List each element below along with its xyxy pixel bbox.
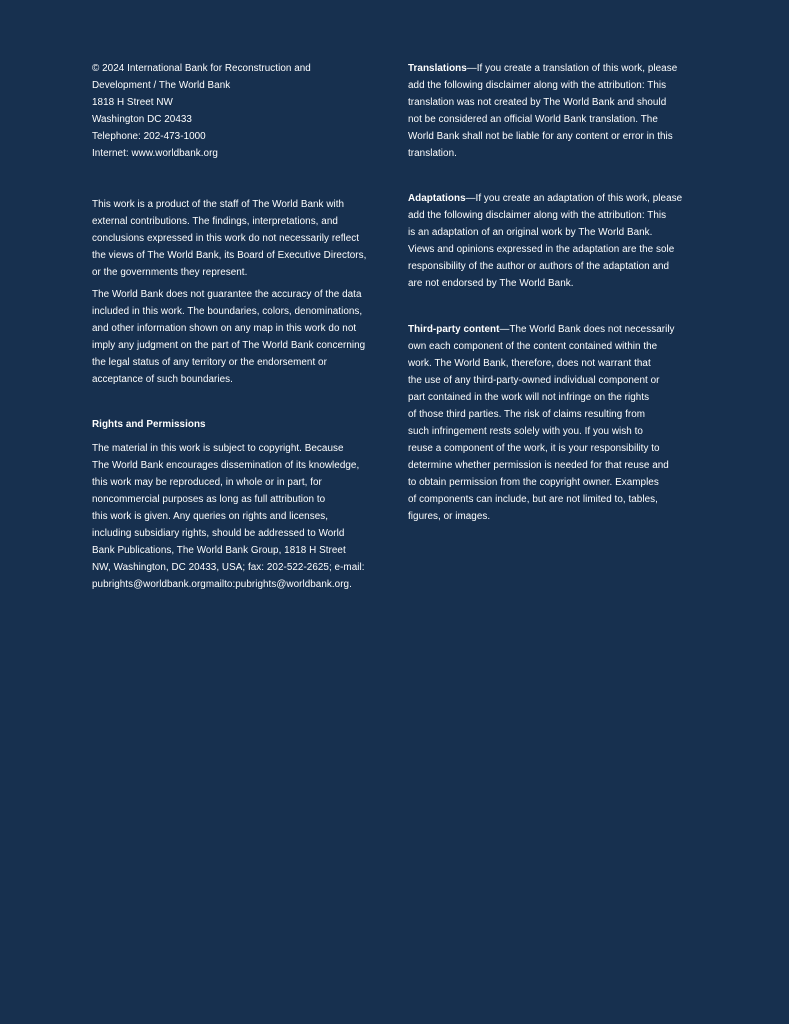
text-line: noncommercial purposes as long as full attribution to [92,494,326,505]
text-line: The World Bank does not guarantee the accuracy of the data [92,289,362,300]
rights-heading: Rights and Permissions [92,419,206,430]
text-line: World Bank shall not be liable for any content or error in this [408,131,673,142]
translations-heading: Translations [408,63,467,74]
text-fragment: —If you create a translation of this work, please [466,63,678,74]
text-line: add the following disclaimer along with the attribution: This [408,80,667,91]
text-line [408,190,703,207]
text-line: translation was not created by The World Bank and should [408,97,667,108]
text-line: external contributions. The findings, interpretations, and [92,216,338,227]
text-line: including subsidiary rights, should be addressed to World [92,528,345,539]
text-line: reuse a component of the work, it is your responsibility to [408,443,660,454]
text-line: acceptance of such boundaries. [92,374,233,385]
text-line: this work is given. Any queries on rights and licenses, [92,511,329,522]
copyright-line: Development / The World Bank [92,80,231,91]
text-line: figures, or images. [408,511,491,522]
text-line: determine whether permission is needed for that reuse and [408,460,669,471]
text-line: imply any judgment on the part of The World Bank concerning [92,340,366,351]
text-line [408,60,703,77]
text-line: or the governments they represent. [92,267,248,278]
text-line: own each component of the content contained within the [408,341,658,352]
text-line: conclusions expressed in this work do not necessarily reflect [92,233,360,244]
third-party-heading: Third-party content [408,324,500,335]
translations-section [408,60,703,162]
rights-paragraph [92,440,387,593]
text-line: to obtain permission from the copyright owner. Examples [408,477,659,488]
text-line: translation. [408,148,457,159]
address-line: 1818 H Street NW [92,97,173,108]
text-line: responsibility of the author or authors of the adaptation and [408,261,670,272]
text-line: are not endorsed by The World Bank. [408,278,574,289]
disclaimer-paragraph-2 [92,286,387,388]
internet-line: Internet: www.worldbank.org [92,148,218,159]
copyright-block [92,60,387,162]
email-line: pubrights@worldbank.orgmailto:pubrights@worldbank.org. [92,579,352,590]
text-line: Bank Publications, The World Bank Group, 1818 H Street [92,545,346,556]
text-line: not be considered an official World Bank translation. The [408,114,658,125]
text-fragment: —If you create an adaptation of this work, please [465,193,683,204]
text-line: Views and opinions expressed in the adaptation are the sole [408,244,675,255]
text-line: add the following disclaimer along with the attribution: This [408,210,667,221]
text-line: The material in this work is subject to copyright. Because [92,443,344,454]
text-line: This work is a product of the staff of The World Bank with [92,199,345,210]
text-line: the legal status of any territory or the endorsement or [92,357,327,368]
copyright-line: © 2024 International Bank for Reconstruction and [92,63,311,74]
telephone-line: Telephone: 202-473-1000 [92,131,206,142]
text-line: part contained in the work will not infringe on the rights [408,392,650,403]
text-line: this work may be reproduced, in whole or in part, for [92,477,322,488]
text-line: of those third parties. The risk of claims resulting from [408,409,646,420]
text-line: The World Bank encourages dissemination of its knowledge, [92,460,360,471]
address-line: Washington DC 20433 [92,114,192,125]
text-fragment: —The World Bank does not necessarily [499,324,675,335]
text-line: the views of The World Bank, its Board of Executive Directors, [92,250,367,261]
text-line: is an adaptation of an original work by The World Bank. [408,227,653,238]
adaptations-heading: Adaptations [408,193,466,204]
text-line: of components can include, but are not limited to, tables, [408,494,658,505]
text-line: included in this work. The boundaries, colors, denominations, [92,306,363,317]
text-line: and other information shown on any map in this work do not [92,323,357,334]
text-line [408,321,703,338]
third-party-section [408,321,703,525]
text-line: NW, Washington, DC 20433, USA; fax: 202-522-2625; e-mail: [92,562,365,573]
disclaimer-paragraph-1 [92,196,387,281]
adaptations-section [408,190,703,292]
text-line: work. The World Bank, therefore, does not warrant that [408,358,651,369]
text-line: such infringement rests solely with you. If you wish to [408,426,643,437]
text-line: the use of any third-party-owned individual component or [408,375,660,386]
